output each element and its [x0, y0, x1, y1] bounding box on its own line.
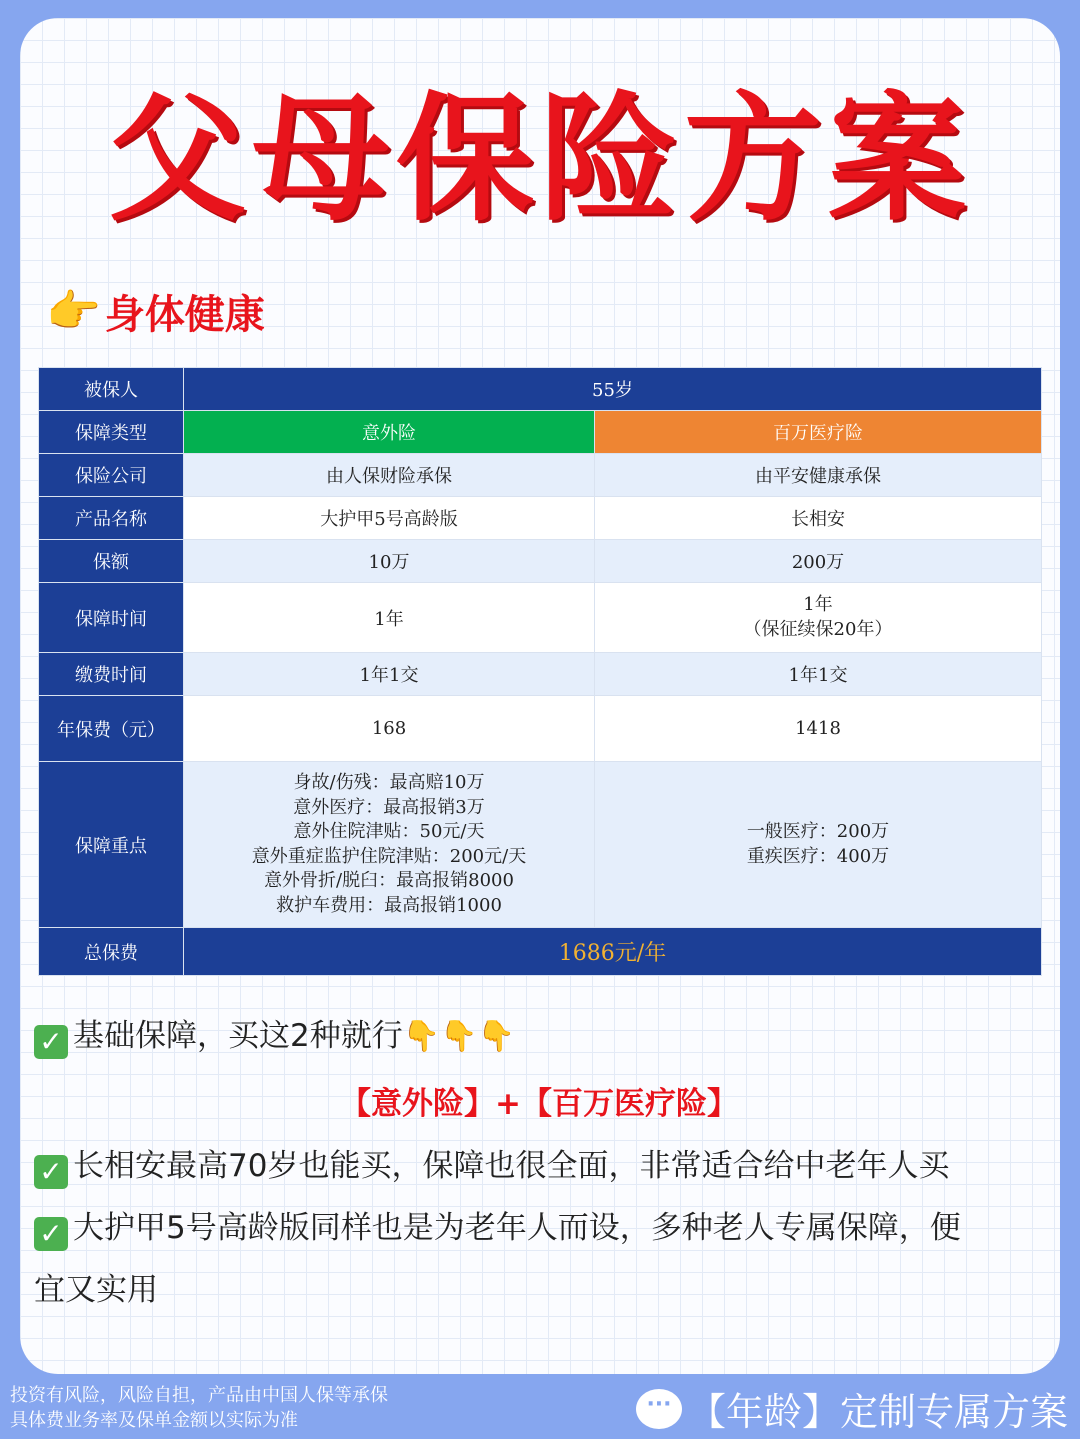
table-row — [39, 497, 1042, 540]
table-cell — [595, 583, 1042, 653]
note-text: 基础保障，买这2种就行 — [73, 1018, 403, 1054]
row-label: 产品名称 — [39, 497, 184, 540]
table-cell: 由人保财险承保 — [184, 454, 595, 497]
note-text: 长相安最高70岁也能买，保障也很全面，非常适合给中老年人买 — [73, 1148, 950, 1184]
note-line — [34, 1202, 961, 1251]
table-cell: 1418 — [595, 696, 1042, 762]
note-text: 宜又实用 — [34, 1272, 158, 1308]
total-premium: 1686元/年 — [184, 928, 1042, 976]
cta-text: 【年龄】定制专属方案 — [688, 1390, 1069, 1434]
note-line — [34, 1010, 515, 1059]
cell-line: 1年 — [803, 594, 833, 615]
table-cell: 由平安健康承保 — [595, 454, 1042, 497]
type-accident: 意外险 — [184, 411, 595, 454]
row-label: 年保费（元） — [39, 696, 184, 762]
section-header — [46, 283, 265, 340]
table-row — [39, 583, 1042, 653]
table-row — [39, 928, 1042, 976]
cell-line: 救护车费用：最高报销1000 — [276, 894, 502, 916]
table-cell: 1年1交 — [184, 653, 595, 696]
check-icon: ✓ — [34, 1217, 68, 1251]
check-icon: ✓ — [34, 1025, 68, 1059]
cell-line: （保征续保20年） — [743, 618, 893, 640]
table-row — [39, 454, 1042, 497]
table-cell — [184, 762, 595, 928]
cell-line: 一般医疗：200万 — [746, 821, 890, 842]
table-row — [39, 762, 1042, 928]
table-cell: 1年 — [184, 583, 595, 653]
insured-age: 55岁 — [184, 368, 1042, 411]
disclaimer — [10, 1383, 388, 1433]
table-cell: 168 — [184, 696, 595, 762]
insurance-plan-table — [38, 367, 1042, 976]
row-label: 保险公司 — [39, 454, 184, 497]
type-medical: 百万医疗险 — [595, 411, 1042, 454]
table-row — [39, 368, 1042, 411]
pointing-hand-icon: 👉 — [46, 285, 101, 337]
table-cell: 1年1交 — [595, 653, 1042, 696]
table-row — [39, 653, 1042, 696]
section-title: 身体健康 — [104, 292, 265, 338]
cell-line: 意外骨折/脱臼：最高报销8000 — [264, 870, 514, 891]
note-text: 大护甲5号高龄版同样也是为老年人而设，多种老人专属保障，便 — [73, 1210, 961, 1246]
disclaimer-line: 投资有风险，风险自担，产品由中国人保等承保 — [10, 1385, 388, 1406]
cell-line: 意外住院津贴：50元/天 — [293, 821, 485, 842]
pointing-down-icon: 👇👇👇 — [402, 1019, 515, 1054]
check-icon: ✓ — [34, 1155, 68, 1189]
page-title: 父母保险方案 — [107, 79, 972, 240]
table-cell: 10万 — [184, 540, 595, 583]
table-row — [39, 411, 1042, 454]
chat-bubble-icon: ··· — [636, 1389, 682, 1429]
table-row — [39, 540, 1042, 583]
row-label: 缴费时间 — [39, 653, 184, 696]
row-label: 总保费 — [39, 928, 184, 976]
table-cell: 大护甲5号高龄版 — [184, 497, 595, 540]
disclaimer-line: 具体费业务率及保单金额以实际为准 — [10, 1410, 298, 1431]
row-label: 保障时间 — [39, 583, 184, 653]
recommendation: 【意外险】+【百万医疗险】 — [340, 1086, 738, 1122]
table-cell — [595, 762, 1042, 928]
note-line — [34, 1140, 949, 1189]
row-label: 保障重点 — [39, 762, 184, 928]
row-label: 保额 — [39, 540, 184, 583]
cell-line: 意外重症监护住院津贴：200元/天 — [251, 845, 527, 867]
footer-cta[interactable] — [636, 1381, 1068, 1436]
row-label: 被保人 — [39, 368, 184, 411]
table-cell: 长相安 — [595, 497, 1042, 540]
cell-line: 重疾医疗：400万 — [746, 845, 890, 867]
cell-line: 身故/伤残：最高赔10万 — [293, 772, 485, 793]
table-cell: 200万 — [595, 540, 1042, 583]
row-label: 保障类型 — [39, 411, 184, 454]
cell-line: 意外医疗：最高报销3万 — [293, 796, 485, 818]
table-row — [39, 696, 1042, 762]
